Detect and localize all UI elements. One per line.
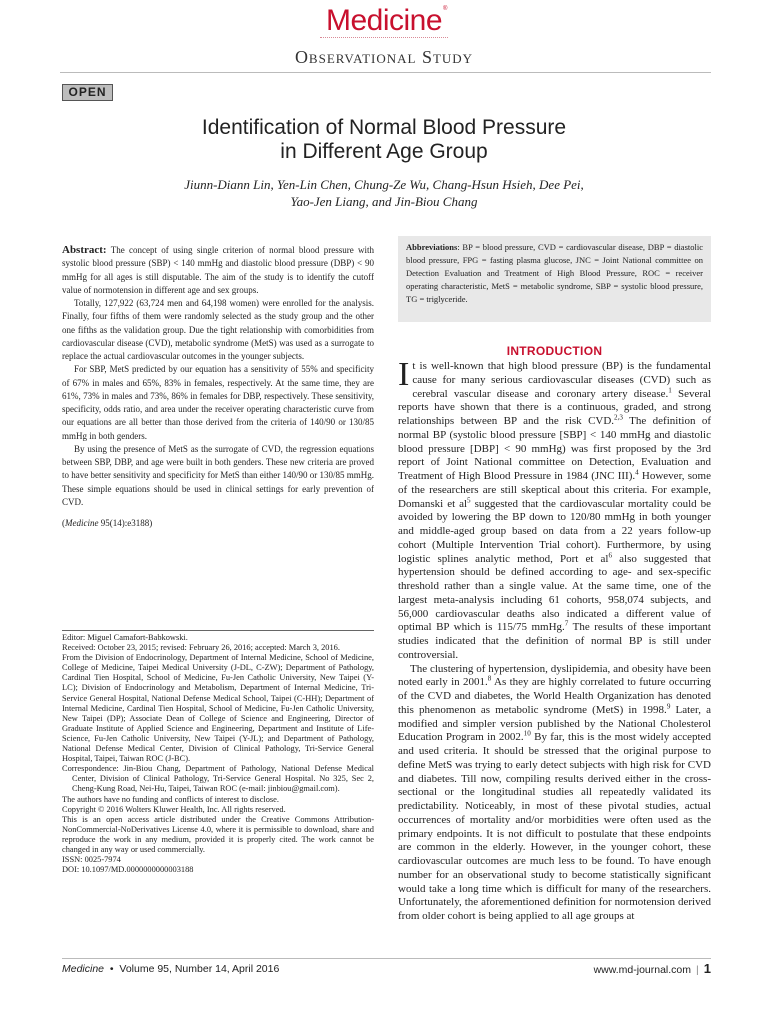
intro-text: The definition of normal BP (systolic blood pressure [SBP] < 140 mmHg and diastolic blood pressure [DBP] < 90 mmHg) was first proposed by the 3rd report of Joint National committee on Detection, Evaluation and Treatment of High Blood Pressure in 1984 (JNC III). <box>398 415 711 482</box>
intro-text: As they are highly correlated to future occurring of the CVD and diabetes, the World Health Organization has denoted this phenomenon as metabolic syndrome (MetS) in 1998. <box>398 676 711 716</box>
footnote-copyright: Copyright © 2016 Wolters Kluwer Health, Inc. All rights reserved. <box>62 804 286 814</box>
footer-separator: | <box>696 964 699 976</box>
abstract-citation: (Medicine 95(14):e3188) <box>62 518 153 528</box>
journal-logo: Medicine <box>325 4 443 37</box>
intro-para-2 <box>398 663 711 924</box>
page-number: 1 <box>703 961 711 976</box>
author-list <box>0 176 768 210</box>
footer-rule <box>62 958 711 959</box>
footnote-correspondence: Correspondence: Jin-Biou Chang, Department of Pathology, National Defense Medical Center, Division of Clinical Pathology, Tri-Service General Hospital. No 325, Sec 2, Cheng-Kung Road, Nei-Hu, Taipei, Taiwan ROC (e-mail: jinbiou@gmail.com). <box>62 764 374 794</box>
journal-url-link[interactable]: www.md-journal.com <box>593 964 692 976</box>
footnote-doi: DOI: 10.1097/MD.0000000000003188 <box>62 865 194 875</box>
footnote-editor: Editor: Miguel Camafort-Babkowski. <box>62 633 188 642</box>
abbreviations-label: Abbreviations <box>406 242 458 252</box>
intro-text: suggested that the cardiovascular mortality could be avoided by lowering the BP down to 120/80 mmHg in both younger and middle-aged group based on data from a 22 years follow-up cohort (Multiple Intervention Trial cohort). Furthermore, by using logistic splines analytic method, Port et al <box>398 497 711 565</box>
section-label: Observational Study <box>294 47 474 67</box>
reference-link[interactable]: 8 <box>487 674 492 683</box>
footer-volume: Volume 95, Number 14, April 2016 <box>119 963 280 975</box>
introduction-heading: INTRODUCTION <box>506 344 603 358</box>
reference-link[interactable]: 9 <box>666 702 671 711</box>
intro-text: Several reports have shown that there is a continuous, graded, and strong relationships between BP and the risk CVD. <box>398 387 711 427</box>
footnote-received: Received: October 23, 2015; revised: February 26, 2016; accepted: March 3, 2016. <box>62 643 340 653</box>
footer-issue: Medicine • Volume 95, Number 14, April 2016 <box>62 963 280 975</box>
open-access-badge: OPEN <box>62 84 113 101</box>
abbreviations-box <box>398 236 711 322</box>
intro-text: However, some of the researchers are still skeptical about this criteria. For example, Domanski et al <box>398 470 711 510</box>
reference-link[interactable]: 10 <box>523 729 531 738</box>
intro-text: The results of these important studies indicated that the definition of normal BP is still under controversial. <box>398 621 711 661</box>
introduction-body <box>398 356 711 924</box>
footnote-funding: The authors have no funding and conflicts of interest to disclose. <box>62 794 279 804</box>
footnote-affiliations: From the Division of Endocrinology, Department of Internal Medicine, School of Medicine, College of Medicine, Taipei Medical University (J-DL, C-ZW); Department of Pathology, Cardinal Tien Hospital, School of Medicine, Fu-Jen Catholic University, New Taipei (Y-LC); Division of Endocrinology and Metabolism, Department of Internal Medicine, Tri-Service General Hospital, National Defense Medical School, Taipei (C-HH); Department of Internal Medicine, Cardinal Tien Hospital, School of Medicine, Fu-Jen Catholic University, New Taipei (DP); Associate Dean of College of Science and Engineering, Director of Graduate Institute of Applied Science and Engineering, Department and Institute of Life-Science, Fu-Jen Catholic University, New Taipei (Y-JL); and Department of Pathology, National Defense Medical Center, Division of Clinical Pathology, Tri-Service General Hospital, Taipei, Taiwan ROC (J-BC). <box>62 653 374 764</box>
citation-details: 95(14):e3188) <box>98 518 153 528</box>
header-rule <box>60 72 711 73</box>
authors-line-1: Jiunn-Diann Lin, Yen-Lin Chen, Chung-Ze Wu, Chang-Hsun Hsieh, Dee Pei, <box>184 177 584 192</box>
intro-text: By far, this is the most widely accepted and used criteria. It should be stressed that the original purpose to define MetS was trying to early detect subjects with high risk for CVD and diabetes. Till now, compiling results derived either in the cross-sectional or the longitudinal studies all repeatedly validated its predictability. Noticeably, in most of these pivotal studies, actual occurrences of mortality and/or morbidities were often used as the primary endpoints. It is not difficult to postulate that these endpoints are common in the elderly. However, in the younger cohort, these cardiovascular outcomes are much less to be found. To have enough number for an observational study to become statistically significant would take a long time which is difficult for many of the researchers. Unfortunately, the aforementioned definition for normotension derived from older cohort is being applied to all age groups at <box>398 731 711 922</box>
abstract-text-1: The concept of using single criterion of normal blood pressure with systolic blood pressure (SBP) < 140 mmHg and diastolic blood pressure (DBP) < 90 mmHg for all ages is still disputable. The aim of the study is to identify the cutoff value of normotension in different age and sex groups. <box>62 245 374 295</box>
reference-link[interactable]: 4 <box>635 468 639 477</box>
title-line-2: in Different Age Group <box>280 140 488 163</box>
abstract-para-3: For SBP, MetS predicted by our equation has a sensitivity of 55% and specificity of 67% in males and 65%, 83% in females, respectively. At the same time, they are 61%, 73% in males and 73%, 86% in females for DBP, respectively. These sensitivity, specificity, odds ratio, and area under the receiver operating characteristic curve from our equations are all better than those derived from the criteria of 140/90 or 130/85 mmHg in both genders. <box>62 364 374 441</box>
registered-mark: ® <box>443 6 448 12</box>
abstract-para-1 <box>62 244 374 297</box>
footnote-license: This is an open access article distributed under the Creative Commons Attribution-NonCommercial-NoDerivatives License 4.0, where it is permissible to download, share and reproduce the work in any medium, provided it is properly cited. The work cannot be changed in any way or used commercially. <box>62 814 374 854</box>
footnote-rule <box>62 630 374 631</box>
reference-link[interactable]: 6 <box>608 550 613 559</box>
intro-para-1 <box>398 356 711 663</box>
footnotes <box>62 633 374 875</box>
footer-right <box>450 961 711 976</box>
abbreviations-text: : BP = blood pressure, CVD = cardiovascular disease, DBP = diastolic blood pressure, FPG = fasting plasma glucose, JNC = Joint National committee on Detection Evaluation and Treatment of High Blood Pressure, ROC = receiver operating characteristic, MetS = metabolic syndrome, SBP = systolic blood pressure, TG = triglyceride. <box>406 242 703 304</box>
reference-link[interactable]: 1 <box>668 385 672 394</box>
intro-text: also suggested that hypertension should be defined according to age- and sex-specific threshold rather than a single value. At the same time, one of the largest meta-analysis including 61 cohorts, 958,074 subjects, and 56,000 cardiovascular deaths also indicated a different value of optimal BP which is 115/75 mmHg. <box>398 552 711 634</box>
intro-text: The clustering of hypertension, dyslipidemia, and obesity have been noted early in 2001. <box>398 662 711 689</box>
intro-text: t is well-known that high blood pressure (BP) is the fundamental cause for many serious cardiovascular diseases (CVD) such as cerebral vascular disease and coronary artery disease. <box>412 360 711 400</box>
authors-line-2: Yao-Jen Liang, and Jin-Biou Chang <box>290 194 478 209</box>
footnote-issn: ISSN: 0025-7974 <box>62 855 121 865</box>
reference-link[interactable]: 2,3 <box>614 413 623 422</box>
logo-dotted-underline <box>320 37 448 38</box>
abstract <box>62 244 374 530</box>
reference-link[interactable]: 7 <box>564 619 569 628</box>
citation-journal: Medicine <box>65 518 99 528</box>
intro-text: Later, a modified and simpler version published by the National Cholesterol Education Program in 2002. <box>398 703 711 744</box>
abstract-para-2: Totally, 127,922 (63,724 men and 64,198 women) were enrolled for the analysis. Finally, four fifths of them were randomly selected as the study group and the other one fifths as the validation group. Due the tight relationship with comorbidities from cardiovascular disease (CVD), metabolic syndrome (MetS) was used as a surrogate to replace the actual cardiovascular outcomes in the younger subjects. <box>62 298 374 361</box>
abstract-heading: Abstract: <box>62 244 107 256</box>
article-title <box>0 116 768 164</box>
title-line-1: Identification of Normal Blood Pressure <box>201 116 567 139</box>
drop-cap: I <box>398 356 410 393</box>
abstract-para-4: By using the presence of MetS as the surrogate of CVD, the regression equations between SBP, DBP, and age were built in both genders. These new criteria are proved to have better sensitivity and specificity for MetS than either 140/90 or 130/85 mmHg. These simple equations should be used in clinical settings for early prevention of CVD. <box>62 443 374 507</box>
footer-journal: Medicine <box>62 963 105 975</box>
reference-link[interactable]: 5 <box>467 495 471 504</box>
